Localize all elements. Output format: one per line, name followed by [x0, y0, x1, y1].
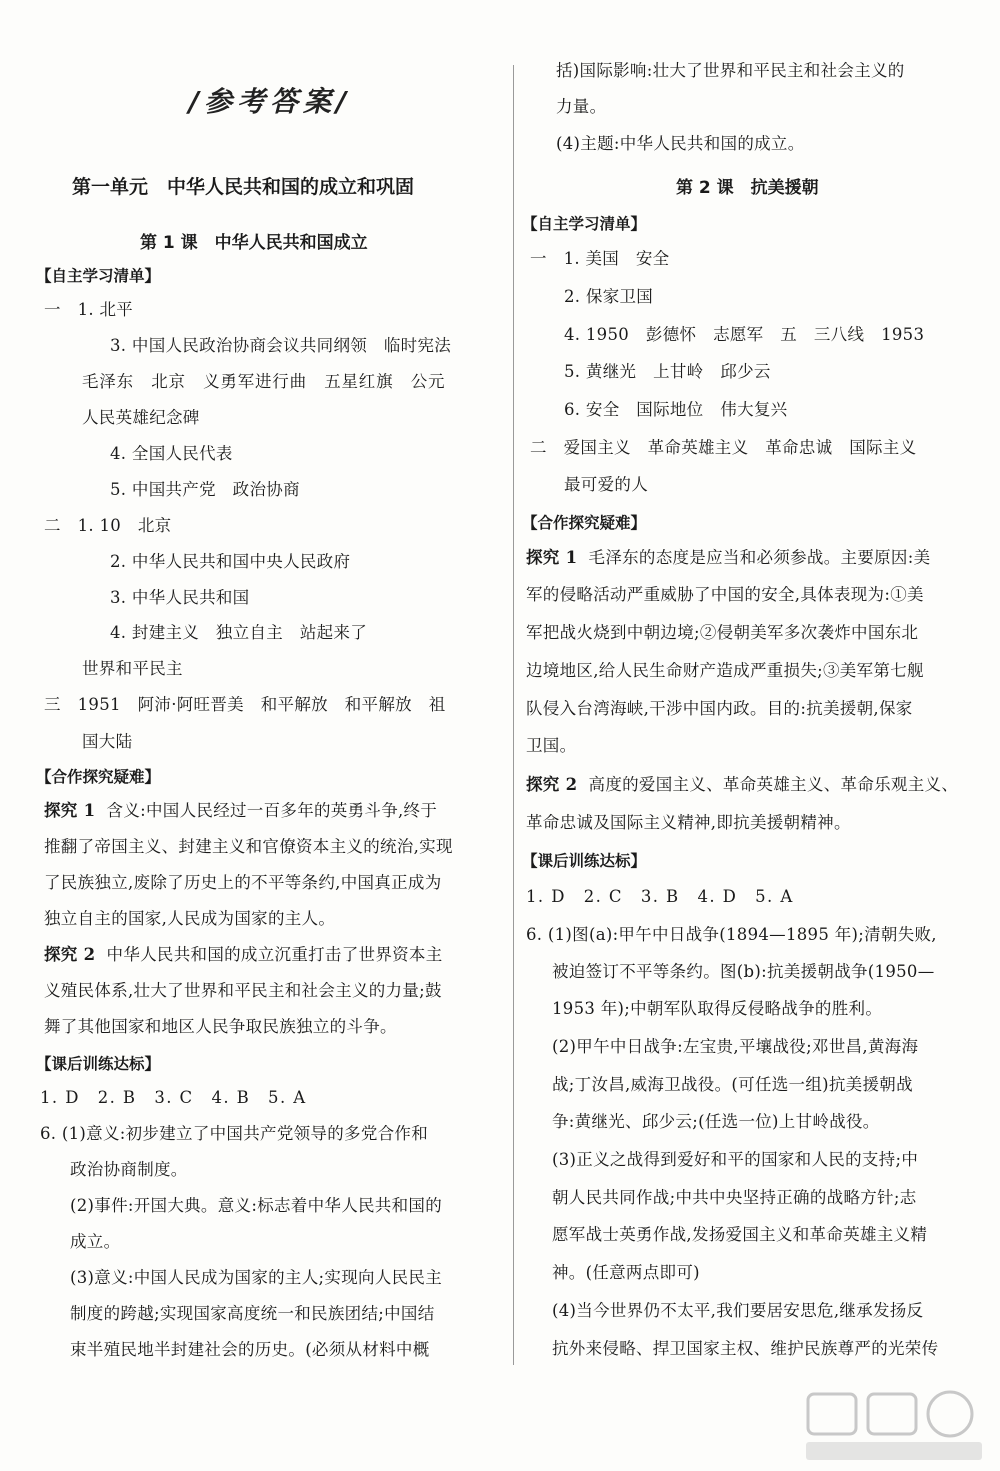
unit-title: 第一单元 中华人民共和国的成立和巩固: [72, 176, 415, 198]
explore-label: 探究 2: [44, 945, 96, 964]
watermark-logo: [800, 1388, 990, 1466]
answer-line: 6. (1)图(a):甲午中日战争(1894—1895 年);清朝失败,: [526, 925, 937, 944]
answer-line: 军的侵略活动严重威胁了中国的安全,具体表现为:①美: [526, 585, 924, 604]
explore-text: 毛泽东的态度是应当和必须参战。主要原因:美: [588, 548, 931, 567]
answer-line: 世界和平民主: [82, 659, 183, 678]
answer-line: 一 1. 北平: [44, 300, 134, 319]
answer-line: (2)事件:开国大典。意义:标志着中华人民共和国的: [70, 1196, 442, 1215]
answer-line: [44, 944, 443, 966]
section-heading-practice: 【课后训练达标】: [522, 852, 647, 870]
explore-label: 探究 1: [526, 548, 578, 567]
answer-line: 抗外来侵略、捍卫国家主权、维护民族尊严的光荣传: [552, 1339, 939, 1358]
answer-line: 人民英雄纪念碑: [82, 408, 200, 427]
answer-line: 3. 中国人民政治协商会议共同纲领 临时宪法: [110, 336, 452, 355]
answer-line: 力量。: [556, 97, 607, 116]
explore-text: 高度的爱国主义、革命英雄主义、革命乐观主义、: [588, 775, 959, 794]
answer-line: 革命忠诚及国际主义精神,即抗美援朝精神。: [526, 813, 851, 832]
explore-label: 探究 1: [44, 801, 96, 820]
section-heading-practice: 【课后训练达标】: [36, 1055, 161, 1073]
column-divider: [513, 65, 514, 1365]
answer-line: 国大陆: [82, 732, 133, 751]
answer-line: 6. (1)意义:初步建立了中国共产党领导的多党合作和: [40, 1124, 429, 1143]
answer-line: 义殖民体系,壮大了世界和平民主和社会主义的力量;鼓: [44, 981, 442, 1000]
answer-line: 三 1951 阿沛·阿旺晋美 和平解放 和平解放 祖: [44, 695, 446, 714]
answer-line: (4)主题:中华人民共和国的成立。: [556, 134, 805, 153]
answer-line: 推翻了帝国主义、封建主义和官僚资本主义的统治,实现: [44, 837, 453, 856]
answer-line: 最可爱的人: [564, 475, 648, 494]
answer-line: 4. 1950 彭德怀 志愿军 五 三八线 1953: [564, 325, 925, 344]
answer-line: 制度的跨越;实现国家高度统一和民族团结;中国结: [70, 1304, 435, 1323]
section-heading-self-study: 【自主学习清单】: [522, 215, 647, 233]
answer-line: 队侵入台湾海峡,干涉中国内政。目的:抗美援朝,保家: [526, 699, 913, 718]
answer-line: 战;丁汝昌,威海卫战役。(可任选一组)抗美援朝战: [552, 1075, 913, 1094]
answer-line: 2. 中华人民共和国中央人民政府: [110, 552, 351, 571]
answer-line: [526, 547, 930, 569]
answer-line: [526, 774, 958, 796]
answer-line: 毛泽东 北京 义勇军进行曲 五星红旗 公元: [82, 372, 446, 391]
page-title: /参考答案/: [188, 85, 352, 118]
section-heading-cooperative: 【合作探究疑难】: [36, 768, 161, 786]
answer-line: (2)甲午中日战争:左宝贵,平壤战役;邓世昌,黄海海: [552, 1037, 919, 1056]
answer-line: 军把战火烧到中朝边境;②侵朝美军多次袭炸中国东北: [526, 623, 919, 642]
answer-line: 5. 黄继光 上甘岭 邱少云: [564, 362, 771, 381]
answer-line: 成立。: [70, 1232, 121, 1251]
answer-line: 4. 封建主义 独立自主 站起来了: [110, 623, 368, 642]
lesson-1-title: 第 1 课 中华人民共和国成立: [140, 233, 368, 253]
answer-line: 1. D 2. C 3. B 4. D 5. A: [526, 887, 794, 906]
answer-line: 政治协商制度。: [70, 1160, 188, 1179]
explore-text: 中华人民共和国的成立沉重打击了世界资本主: [106, 945, 443, 964]
answer-line: 被迫签订不平等条约。图(b):抗美援朝战争(1950—: [552, 962, 935, 981]
answer-line: 二 1. 10 北京: [44, 516, 172, 535]
section-heading-self-study: 【自主学习清单】: [36, 267, 161, 285]
answer-line: 6. 安全 国际地位 伟大复兴: [564, 400, 788, 419]
answer-line: 4. 全国人民代表: [110, 444, 233, 463]
answer-line: 1953 年);中朝军队取得反侵略战争的胜利。: [552, 999, 883, 1018]
answer-line: 神。(任意两点即可): [552, 1263, 700, 1282]
answer-line: [44, 800, 437, 822]
answer-line: 朝人民共同作战;中共中央坚持正确的战略方针;志: [552, 1188, 917, 1207]
answer-line: 了民族独立,废除了历史上的不平等条约,中国真正成为: [44, 873, 442, 892]
explore-text: 含义:中国人民经过一百多年的英勇斗争,终于: [106, 801, 438, 820]
answer-line: 括)国际影响:壮大了世界和平民主和社会主义的: [556, 61, 905, 80]
answer-line: 舞了其他国家和地区人民争取民族独立的斗争。: [44, 1017, 397, 1036]
answer-line: 愿军战士英勇作战,发扬爱国主义和革命英雄主义精: [552, 1225, 928, 1244]
answer-line: 3. 中华人民共和国: [110, 588, 250, 607]
answer-line: 二 爱国主义 革命英雄主义 革命忠诚 国际主义: [530, 438, 917, 457]
answer-line: 2. 保家卫国: [564, 287, 654, 306]
answer-line: 独立自主的国家,人民成为国家的主人。: [44, 909, 336, 928]
answer-line: 5. 中国共产党 政治协商: [110, 480, 300, 499]
answer-line: 一 1. 美国 安全: [530, 249, 670, 268]
section-heading-cooperative: 【合作探究疑难】: [522, 514, 647, 532]
answer-line: 争:黄继光、邱少云;(任选一位)上甘岭战役。: [552, 1112, 880, 1131]
answer-line: 边境地区,给人民生命财产造成严重损失;③美军第七舰: [526, 661, 924, 680]
lesson-2-title: 第 2 课 抗美援朝: [676, 178, 819, 198]
answer-line: 1. D 2. B 3. C 4. B 5. A: [40, 1088, 307, 1107]
answer-line: (4)当今世界仍不太平,我们要居安思危,继承发扬反: [552, 1301, 924, 1320]
answer-line: 卫国。: [526, 736, 577, 755]
answer-line: (3)意义:中国人民成为国家的主人;实现向人民民主: [70, 1268, 442, 1287]
answer-line: 束半殖民地半封建社会的历史。(必须从材料中概: [70, 1340, 430, 1359]
answer-line: (3)正义之战得到爱好和平的国家和人民的支持;中: [552, 1150, 919, 1169]
explore-label: 探究 2: [526, 775, 578, 794]
